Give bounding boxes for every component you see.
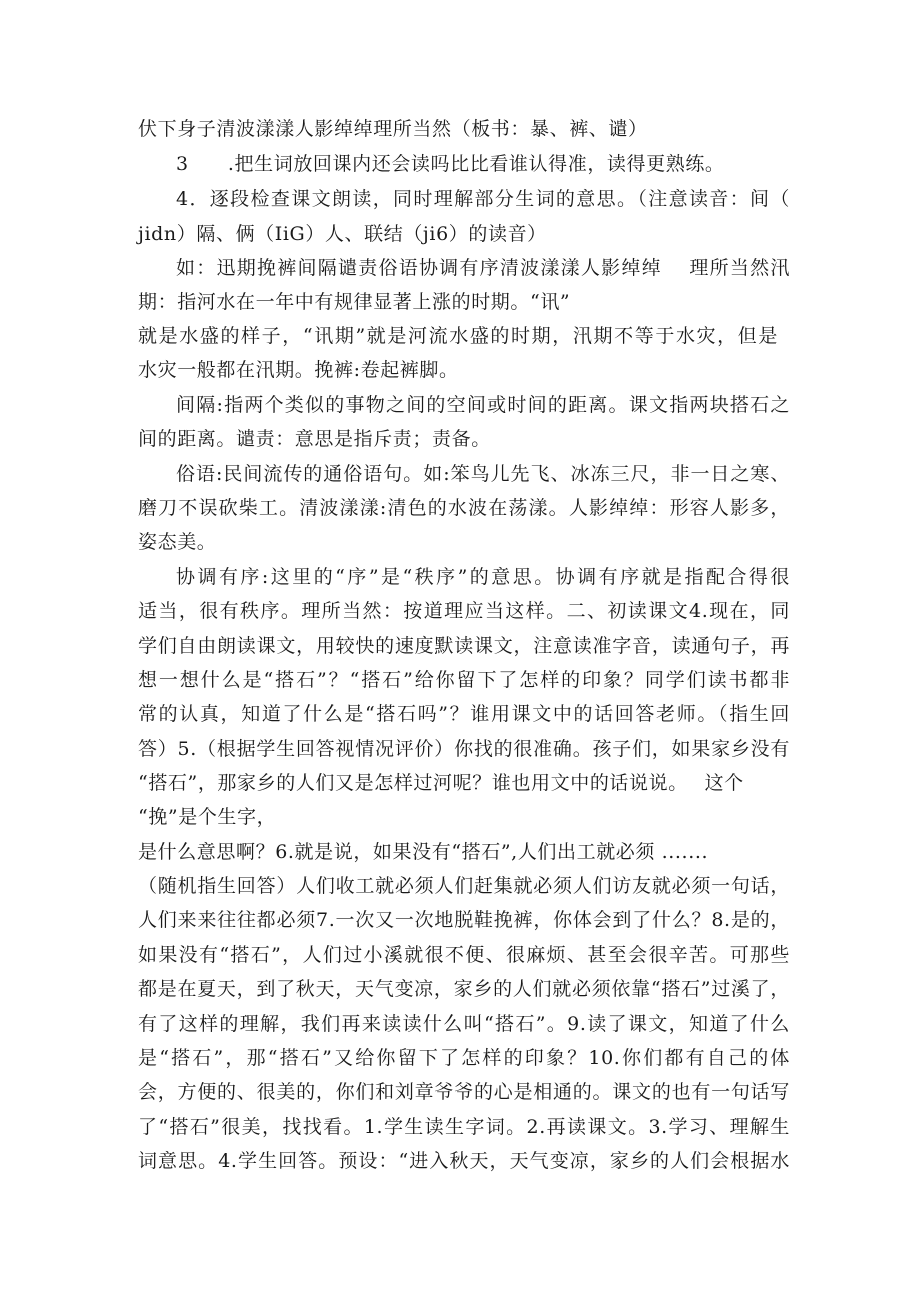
text-line-23: （随机指生回答）人们收工就必须人们赶集就必须人们访友就必须一句话， <box>138 875 790 897</box>
text-line-6: 期：指河水在一年中有规律显著上涨的时期。“讯” <box>138 291 571 313</box>
text-line-2: 3 .把生词放回课内还会读吗比比看谁认得准，读得更熟练。 <box>176 153 725 175</box>
text-line-26: 都是在夏天，到了秋天，天气变凉，家乡的人们就必须依靠“搭石”过溪了， <box>138 978 790 1000</box>
text-line-25: 如果没有“搭石”，人们过小溪就很不便、很麻烦、甚至会很辛苦。可那些 <box>138 944 790 966</box>
text-line-20: “搭石”，那家乡的人们又是怎样过河呢？谁也用文中的话说说。 这个 <box>138 772 744 794</box>
text-line-18: 常的认真，知道了什么是“搭石吗”？谁用课文中的话回答老师。（指生回 <box>138 703 790 725</box>
text-line-4: jidn）隔、俩（IiG）人、联结（ji6）的读音） <box>138 223 547 245</box>
text-line-28: 是“搭石”，那“搭石”又给你留下了怎样的印象？10.你们都有自己的体 <box>138 1047 790 1069</box>
text-line-9: 间隔:指两个类似的事物之间的空间或时间的距离。课文指两块搭石之 <box>176 394 790 416</box>
text-line-11: 俗语:民间流传的通俗语句。如:笨鸟儿先飞、冰冻三尺，非一日之寒、 <box>176 463 790 485</box>
text-line-27: 有了这样的理解，我们再来读读什么叫“搭石”。9.读了课文，知道了什么 <box>138 1013 790 1035</box>
text-line-31: 词意思。4.学生回答。预设：“进入秋天，天气变凉，家乡的人们会根据水 <box>138 1150 790 1172</box>
text-line-15: 适当，很有秩序。理所当然：按道理应当这样。二、初读课文4.现在，同 <box>138 600 790 622</box>
text-line-12: 磨刀不误砍柴工。清波漾漾:清色的水波在荡漾。人影绰绰：形容人影多， <box>138 497 790 519</box>
text-line-3: 4．逐段检查课文朗读，同时理解部分生词的意思。（注意读音：间（ <box>176 188 790 210</box>
text-line-7: 就是水盛的样子，“讯期”就是河流水盛的时期，汛期不等于水灾，但是 <box>138 325 778 347</box>
text-line-10: 间的距离。谴责：意思是指斥责；责备。 <box>138 428 491 450</box>
text-line-14: 协调有序:这里的“序”是“秩序”的意思。协调有序就是指配合得很 <box>176 566 790 588</box>
text-line-13: 姿态美。 <box>138 531 217 553</box>
text-line-30: 了“搭石”很美，找找看。1.学生读生字词。2.再读课文。3.学习、理解生 <box>138 1116 790 1138</box>
text-line-1: 伏下身子清波漾漾人影绰绰理所当然（板书：暴、裤、谴） <box>138 118 648 140</box>
text-line-24: 人们来来往往都必须7.一次又一次地脱鞋挽裤，你体会到了什么？8.是的， <box>138 909 790 931</box>
text-line-19: 答）5.（根据学生回答视情况评价）你找的很准确。孩子们，如果家乡没有 <box>138 738 790 760</box>
text-line-8: 水灾一般都在汛期。挽裤:卷起裤脚。 <box>138 359 459 381</box>
text-line-29: 会，方便的、很美的，你们和刘章爷爷的心是相通的。课文的也有一句话写 <box>138 1081 790 1103</box>
text-line-5: 如：迅期挽裤间隔谴责俗语协调有序清波漾漾人影绰绰 理所当然汛 <box>176 257 790 279</box>
text-line-22: 是什么意思啊？6.就是说，如果没有“搭石”,人们出工就必须 ....... <box>138 841 709 863</box>
text-line-16: 学们自由朗读课文，用较快的速度默读课文，注意读准字音，读通句子，再 <box>138 635 790 657</box>
text-line-17: 想一想什么是“搭石”？“搭石”给你留下了怎样的印象？同学们读书都非 <box>138 669 790 691</box>
text-line-21: “挽”是个生字， <box>138 806 277 828</box>
